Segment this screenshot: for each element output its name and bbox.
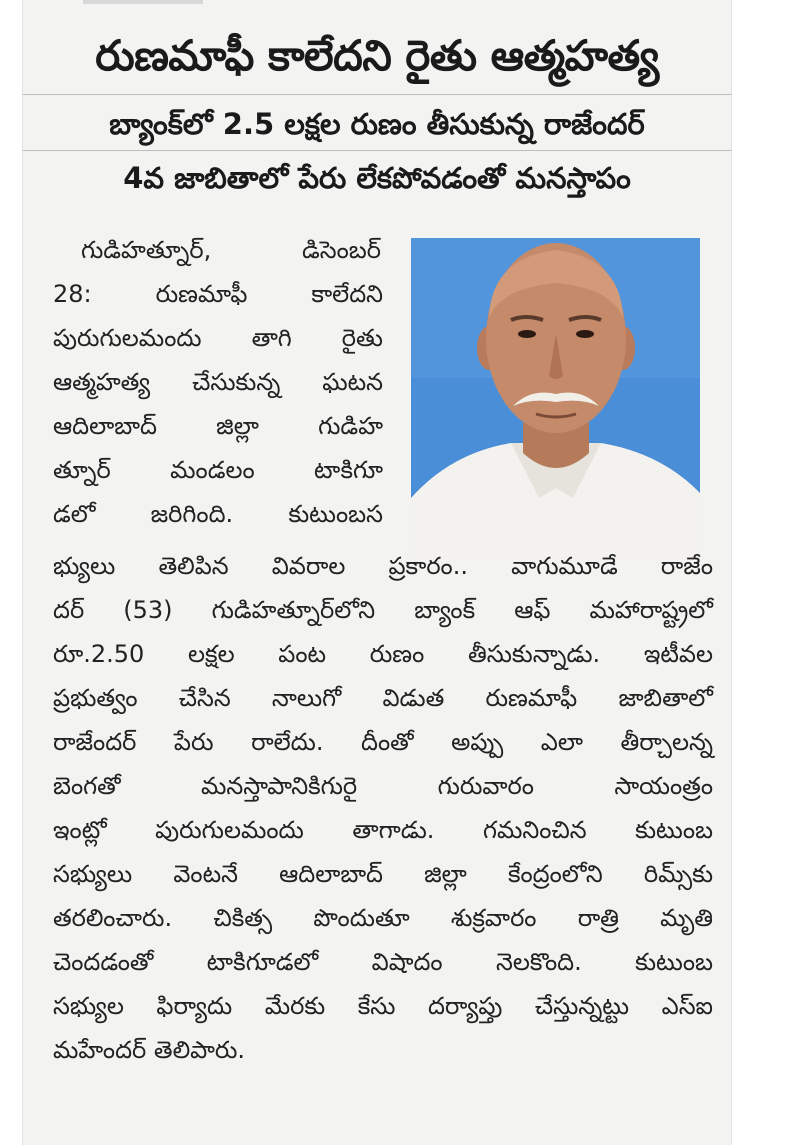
body-line: ఆదిలాబాద్ జిల్లా గుడిహ xyxy=(53,412,383,440)
body-line: సభ్యుల ఫిర్యాదు మేరకు కేసు దర్యాప్తు చేస్తున్నట్టు ఎస్ఐ xyxy=(53,992,713,1020)
body-line: ఆత్మహత్య చేసుకున్న ఘటన xyxy=(53,368,383,396)
body-line: సభ్యులు వెంటనే ఆదిలాబాద్ జిల్లా కేంద్రంలోని రిమ్స్‌కు xyxy=(53,860,713,888)
body-line: తరలించారు. చికిత్స పొందుతూ శుక్రవారం రాత్రి మృతి xyxy=(53,904,713,932)
farmer-portrait-photo xyxy=(411,238,700,560)
divider xyxy=(23,94,731,95)
body-line: భ్యులు తెలిపిన వివరాల ప్రకారం.. వాగుమూడే రాజేం xyxy=(53,552,713,580)
body-line: ఇంట్లో పురుగులమందు తాగాడు. గమనించిన కుటుంబ xyxy=(53,816,713,844)
body-line: బెంగతో మనస్తాపానికిగురై గురువారం సాయంత్రం xyxy=(53,772,713,800)
body-line: రూ.2.50 లక్షల పంట రుణం తీసుకున్నాడు. ఇటీవల xyxy=(53,640,713,668)
top-edge-mark xyxy=(83,0,203,4)
body-line: పురుగులమందు తాగి రైతు xyxy=(53,324,383,352)
body-line: దర్ (53) గుడిహత్నూర్‌లోని బ్యాంక్ ఆఫ్ మహారాష్ట్రలో xyxy=(53,596,713,624)
body-line: ప్రభుత్వం చేసిన నాలుగో విడుత రుణమాఫీ జాబితాలో xyxy=(53,684,713,712)
divider xyxy=(23,150,731,151)
body-line: గుడిహత్నూర్, డిసెంబర్ xyxy=(81,236,381,264)
body-line: మహేందర్ తెలిపారు. xyxy=(53,1036,246,1064)
body-line: రాజేందర్ పేరు రాలేదు. దీంతో అప్పు ఎలా తీర్చాలన్న xyxy=(53,728,713,756)
body-line: 28: రుణమాఫీ కాలేదని xyxy=(53,280,383,308)
subheadline-2: 4వ జాబితాలో పేరు లేకపోవడంతో మనస్తాపం xyxy=(123,161,631,195)
subheadline-1: బ్యాంక్‌లో 2.5 లక్షల రుణం తీసుకున్న రాజేందర్ xyxy=(109,107,645,141)
newspaper-clipping xyxy=(22,0,732,1145)
body-line: త్నూర్ మండలం టాకిగూ xyxy=(53,456,383,484)
body-line: చెందడంతో టాకిగూడలో విషాదం నెలకొంది. కుటుంబ xyxy=(53,948,713,976)
body-line: డలో జరిగింది. కుటుంబస xyxy=(53,500,383,528)
headline: రుణమాఫీ కాలేదని రైతు ఆత్మహత్య xyxy=(95,31,659,80)
